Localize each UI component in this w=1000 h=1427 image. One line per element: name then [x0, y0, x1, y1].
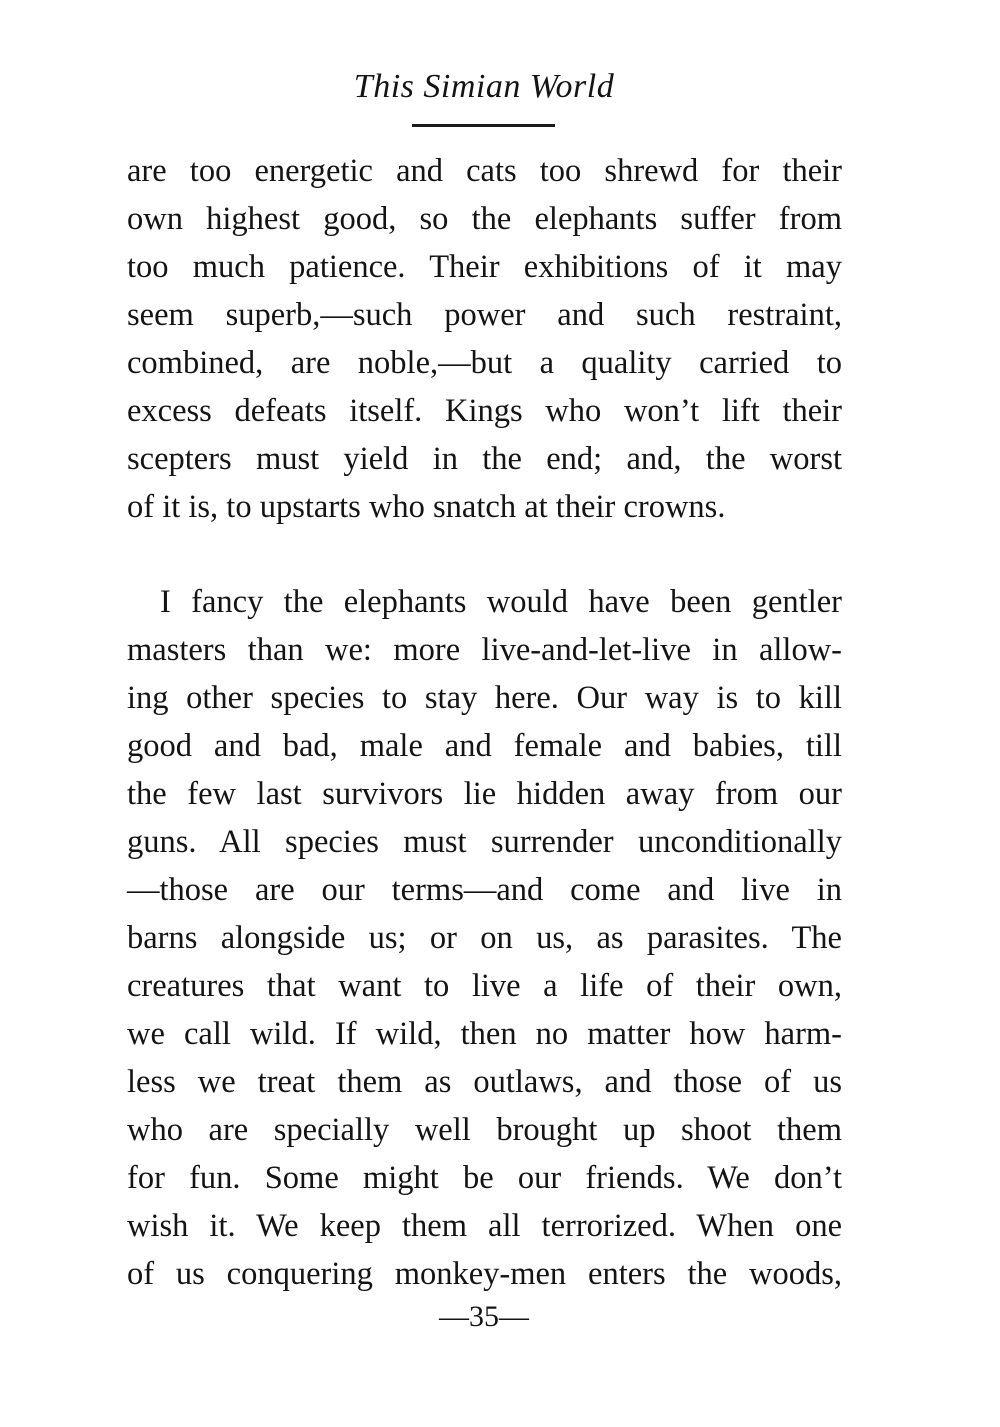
paragraph-2-line: barns alongside us; or on us, as parasites. The: [127, 920, 842, 956]
paragraph-2-line: ing other species to stay here. Our way is to kill: [127, 680, 842, 716]
paragraph-2-line: good and bad, male and female and babies, till: [127, 728, 842, 764]
paragraph-2-line: we call wild. If wild, then no matter how harm-: [127, 1016, 842, 1052]
paragraph-2-line: for fun. Some might be our friends. We don’t: [127, 1160, 842, 1196]
head-rule: [412, 124, 555, 127]
paragraph-2-line: I fancy the elephants would have been gentler: [160, 584, 842, 620]
paragraph-1-line: combined, are noble,—but a quality carried to: [127, 345, 842, 381]
paragraph-1-line: scepters must yield in the end; and, the worst: [127, 441, 842, 477]
paragraph-1-line: excess defeats itself. Kings who won’t lift their: [127, 393, 842, 429]
paragraph-1-line: are too energetic and cats too shrewd for their: [127, 153, 842, 189]
paragraph-2-line: the few last survivors lie hidden away from our: [127, 776, 842, 812]
paragraph-2-line: creatures that want to live a life of their own,: [127, 968, 842, 1004]
paragraph-2-line: wish it. We keep them all terrorized. When one: [127, 1208, 842, 1244]
paragraph-1-line: seem superb,—such power and such restraint,: [127, 297, 842, 333]
paragraph-2-line: less we treat them as outlaws, and those of us: [127, 1064, 842, 1100]
paragraph-1-line: own highest good, so the elephants suffer from: [127, 201, 842, 237]
paragraph-2-line: who are specially well brought up shoot them: [127, 1112, 842, 1148]
paragraph-2-line: —those are our terms—and come and live in: [127, 872, 842, 908]
running-head: This Simian World: [353, 68, 615, 105]
paragraph-2-line: masters than we: more live-and-let-live in allow-: [127, 632, 842, 668]
paragraph-2-line: of us conquering monkey-men enters the woods,: [127, 1256, 842, 1292]
paragraph-2-line: guns. All species must surrender unconditionally: [127, 824, 842, 860]
paragraph-1-line: too much patience. Their exhibitions of it may: [127, 249, 842, 285]
page-number: —35—: [439, 1300, 529, 1333]
paragraph-1-line: of it is, to upstarts who snatch at their crowns.: [127, 489, 726, 525]
